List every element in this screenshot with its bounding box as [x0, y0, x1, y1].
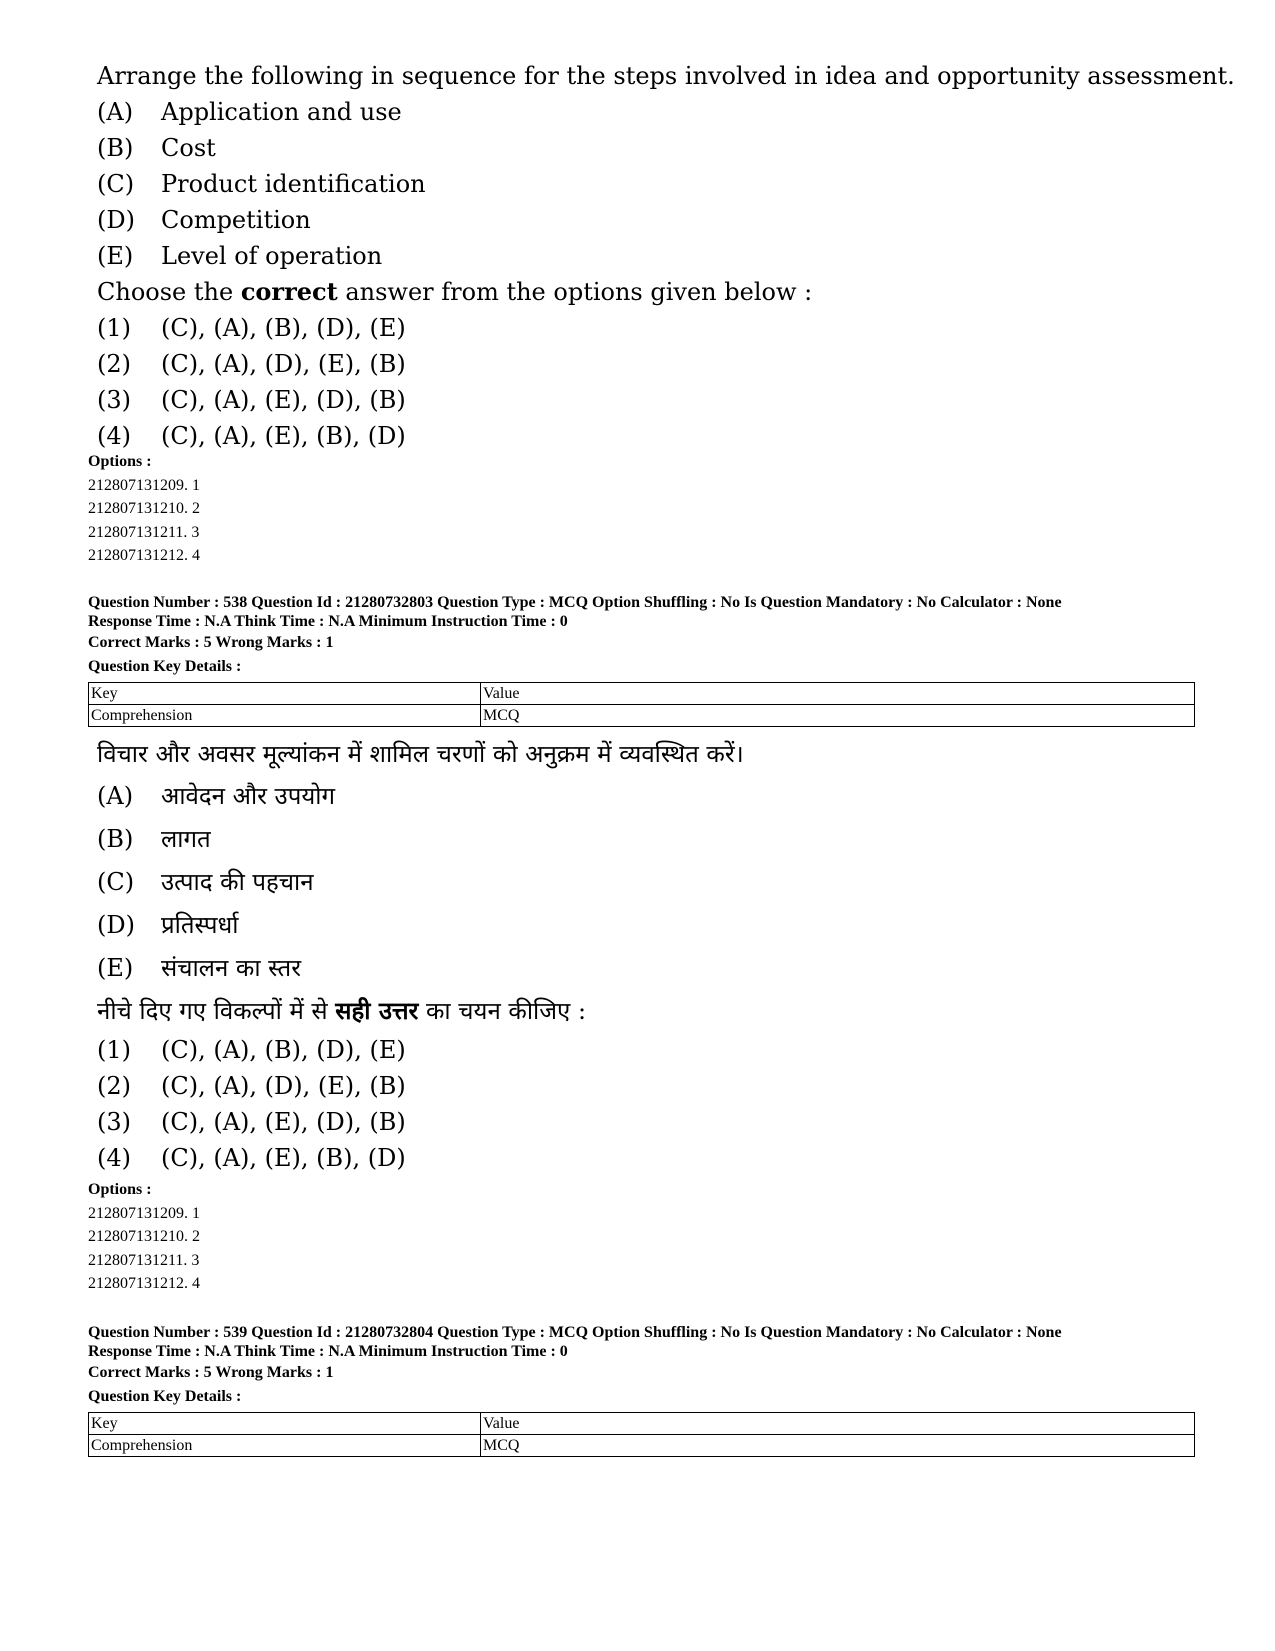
table-cell: MCQ [481, 705, 1195, 727]
option-id: 212807131210. 2 [88, 1228, 200, 1245]
option-id: 212807131211. 3 [88, 523, 200, 541]
statement-b: (B) Cost [97, 134, 216, 162]
answer-option-3: (3) (C), (A), (E), (D), (B) [97, 386, 406, 414]
question-538-meta [88, 593, 1188, 727]
question-info-line: Question Number : 539 Question Id : 21280732804 Question Type : MCQ Option Shuffling : No Is Question Mandatory : No Calculator : None [88, 1324, 1062, 1341]
table-header-value: Value [481, 683, 1195, 705]
question-info-line: Question Number : 538 Question Id : 21280732803 Question Type : MCQ Option Shuffling : No Is Question Mandatory : No Calculator : None [88, 594, 1062, 611]
option-id: 212807131209. 1 [88, 1204, 200, 1222]
option-id: 212807131209. 1 [88, 476, 200, 494]
key-details-title: Question Key Details : [88, 1387, 242, 1405]
answer-option-2: (2) (C), (A), (D), (E), (B) [97, 350, 406, 378]
table-row [89, 1413, 1195, 1435]
option-id: 212807131212. 4 [88, 547, 200, 564]
table-cell: Comprehension [89, 1435, 481, 1457]
table-row [89, 683, 1195, 705]
choose-instruction: नीचे दिए गए विकल्पों में से सही उत्तर का चयन कीजिए : [97, 996, 587, 1025]
table-cell: Comprehension [89, 705, 481, 727]
options-list-1 [88, 450, 1188, 568]
table-row [89, 705, 1195, 727]
options-list-2 [88, 1178, 1188, 1296]
question-stem: Arrange the following in sequence for the steps involved in idea and opportunity assessment. [97, 62, 1235, 90]
response-time-line: Response Time : N.A Think Time : N.A Minimum Instruction Time : 0 [88, 613, 568, 630]
response-time-line: Response Time : N.A Think Time : N.A Minimum Instruction Time : 0 [88, 1343, 568, 1360]
table-header-key: Key [89, 1413, 481, 1435]
statement-e: (E) Level of operation [97, 242, 383, 270]
marks-line: Correct Marks : 5 Wrong Marks : 1 [88, 634, 334, 651]
option-id: 212807131212. 4 [88, 1275, 200, 1292]
answer-option-4: (4) (C), (A), (E), (B), (D) [97, 422, 406, 450]
key-details-title: Question Key Details : [88, 657, 242, 675]
statement-c: (C) Product identification [97, 170, 426, 198]
option-id: 212807131211. 3 [88, 1251, 200, 1269]
answer-option-3: (3) (C), (A), (E), (D), (B) [97, 1108, 406, 1136]
statement-e: (E) संचालन का स्तर [97, 954, 302, 982]
question-538-hindi [97, 733, 1197, 1176]
table-header-key: Key [89, 683, 481, 705]
question-537-english [97, 58, 1235, 454]
choose-instruction: Choose the correct answer from the options given below : [97, 277, 813, 306]
statement-b: (B) लागत [97, 825, 211, 853]
key-details-table [88, 1412, 1195, 1457]
statement-c: (C) उत्पाद की पहचान [97, 868, 314, 896]
answer-option-1: (1) (C), (A), (B), (D), (E) [97, 1036, 406, 1064]
statement-d: (D) प्रतिस्पर्धा [97, 911, 239, 939]
answer-option-1: (1) (C), (A), (B), (D), (E) [97, 314, 406, 342]
options-title: Options : [88, 1181, 152, 1198]
statement-d: (D) Competition [97, 206, 311, 234]
table-cell: MCQ [481, 1435, 1195, 1457]
answer-option-2: (2) (C), (A), (D), (E), (B) [97, 1072, 406, 1100]
table-row [89, 1435, 1195, 1457]
question-stem: विचार और अवसर मूल्यांकन में शामिल चरणों को अनुक्रम में व्यवस्थित करें। [97, 740, 744, 768]
table-header-value: Value [481, 1413, 1195, 1435]
option-id: 212807131210. 2 [88, 500, 200, 517]
statement-a: (A) Application and use [97, 98, 402, 126]
question-539-meta [88, 1323, 1188, 1457]
answer-option-4: (4) (C), (A), (E), (B), (D) [97, 1144, 406, 1172]
options-title: Options : [88, 453, 152, 470]
marks-line: Correct Marks : 5 Wrong Marks : 1 [88, 1364, 334, 1381]
key-details-table [88, 682, 1195, 727]
statement-a: (A) आवेदन और उपयोग [97, 782, 335, 810]
